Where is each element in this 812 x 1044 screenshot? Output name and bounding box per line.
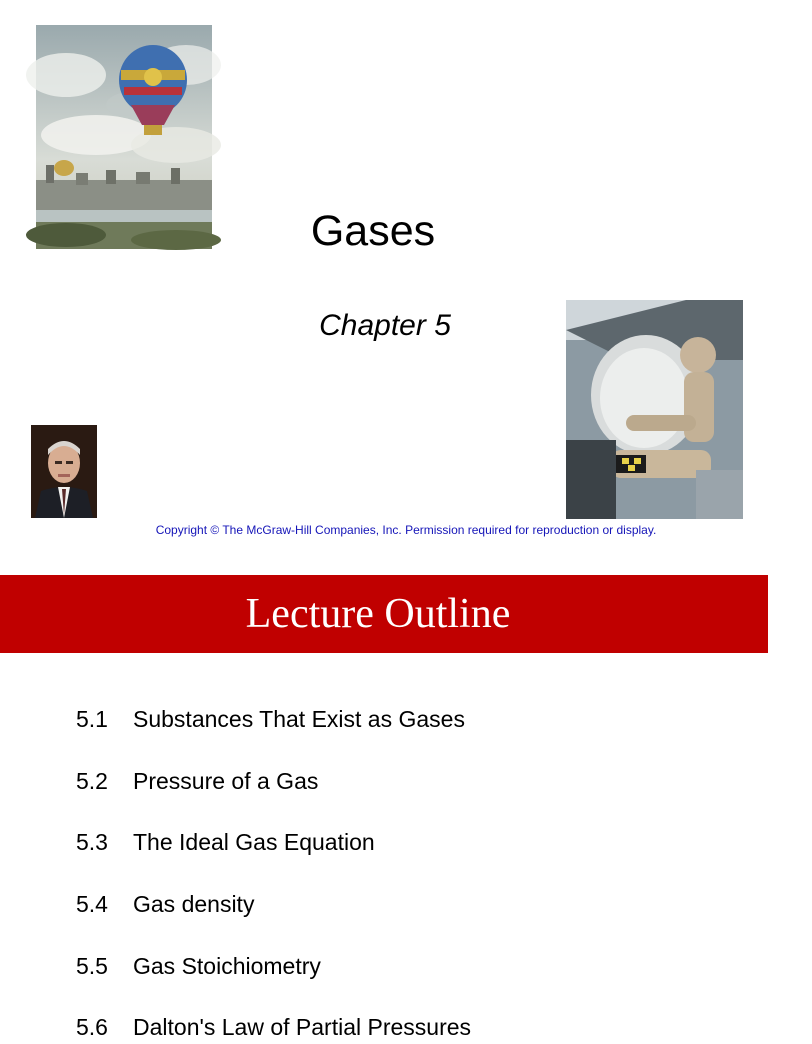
slide-subtitle: Chapter 5 — [319, 309, 451, 342]
outline-item — [76, 764, 318, 798]
outline-item — [76, 1010, 471, 1044]
outline-item — [76, 949, 321, 983]
outline-item-text: The Ideal Gas Equation — [133, 829, 375, 855]
outline-item — [76, 702, 465, 736]
outline-item-number: 5.4 — [76, 891, 108, 917]
header-title: Lecture Outline — [245, 591, 511, 637]
outline-item — [76, 887, 254, 921]
outline-item-text: Gas density — [133, 891, 255, 917]
slide-title: Gases — [310, 207, 436, 255]
outline-item-number: 5.3 — [76, 829, 108, 855]
outline-item-number: 5.1 — [76, 706, 108, 732]
copyright-notice: Copyright © The McGraw-Hill Companies, Inc. Permission required for reproduction or display. — [155, 523, 657, 537]
outline-list — [0, 575, 768, 1040]
outline-item-text: Gas Stoichiometry — [133, 953, 321, 979]
outline-item-text: Pressure of a Gas — [133, 768, 319, 794]
outline-item-number: 5.5 — [76, 953, 108, 979]
outline-item-text: Dalton's Law of Partial Pressures — [133, 1014, 472, 1040]
outline-item-number: 5.6 — [76, 1014, 108, 1040]
outline-item-number: 5.2 — [76, 768, 108, 794]
outline-slide — [0, 575, 768, 1040]
author-photo — [31, 425, 97, 518]
crash-test-airbag-image — [566, 300, 743, 519]
outline-item — [76, 825, 375, 859]
outline-item-text: Substances That Exist as Gases — [133, 706, 465, 732]
